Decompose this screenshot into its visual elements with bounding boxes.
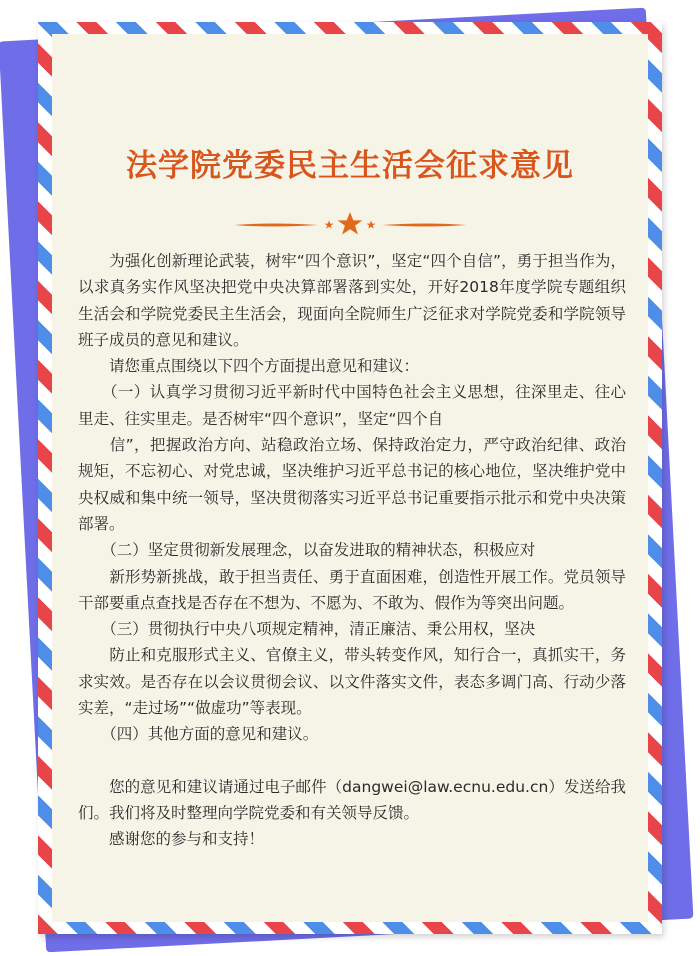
item-2-continued: 新形势新挑战，敢于担当责任、勇于直面困难，创造性开展工作。党员领导干部要重点查找是否存在不想为、不愿为、不敢为、假作为等突出问题。 [78,567,626,612]
paragraph-spacer [78,748,626,774]
item-2-paragraph: （二）坚定贯彻新发展理念，以奋发进取的精神状态，积极应对 [78,541,536,560]
stars-ornament-icon [232,210,468,240]
item-3-continued: 防止和克服形式主义、官僚主义，带头转变作风，知行合一，真抓实干，务求实效。是否存在以会议贯彻会议、以文件落实文件，表态多调门高、行动少落实差，“走过场”“做虚功”等表现。 [78,646,626,718]
contact-paragraph: 您的意见和建议请通过电子邮件（dangwei@law.ecnu.edu.cn）发送给我们。我们将及时整理向学院党委和有关领导反馈。 [78,777,626,822]
page-title: 法学院党委民主生活会征求意见 [126,148,574,184]
request-paragraph: 请您重点围绕以下四个方面提出意见和建议： [78,357,420,376]
item-1-paragraph: （一）认真学习贯彻习近平新时代中国特色社会主义思想，往深里走、往心里走、往实里走。是否树牢“四个意识”，坚定“四个自 [78,383,626,428]
letter-body [78,248,626,853]
intro-paragraph: 为强化创新理论武装，树牢“四个意识”，坚定“四个自信”，勇于担当作为，以求真务实作风坚决把党中央决算部署落到实处，开好2018年度学院专题组织生活会和学院党委民主生活会，现面向全院师生广泛征求对学院党委和学院领导班子成员的意见和建议。 [78,252,626,349]
item-3-paragraph: （三）贯彻执行中央八项规定精神，清正廉洁、秉公用权，坚决 [78,620,536,639]
item-4-paragraph: （四）其他方面的意见和建议。 [78,725,319,744]
item-1-continued: 信”，把握政治方向、站稳政治立场、保持政治定力，严守政治纪律、政治规矩，不忘初心、对党忠诚，坚决维护习近平总书记的核心地位，坚决维护党中央权威和集中统一领导，坚决贯彻落实习近平总书记重要指示批示和党中央决策部署。 [78,436,626,533]
thanks-paragraph: 感谢您的参与和支持！ [78,830,265,849]
